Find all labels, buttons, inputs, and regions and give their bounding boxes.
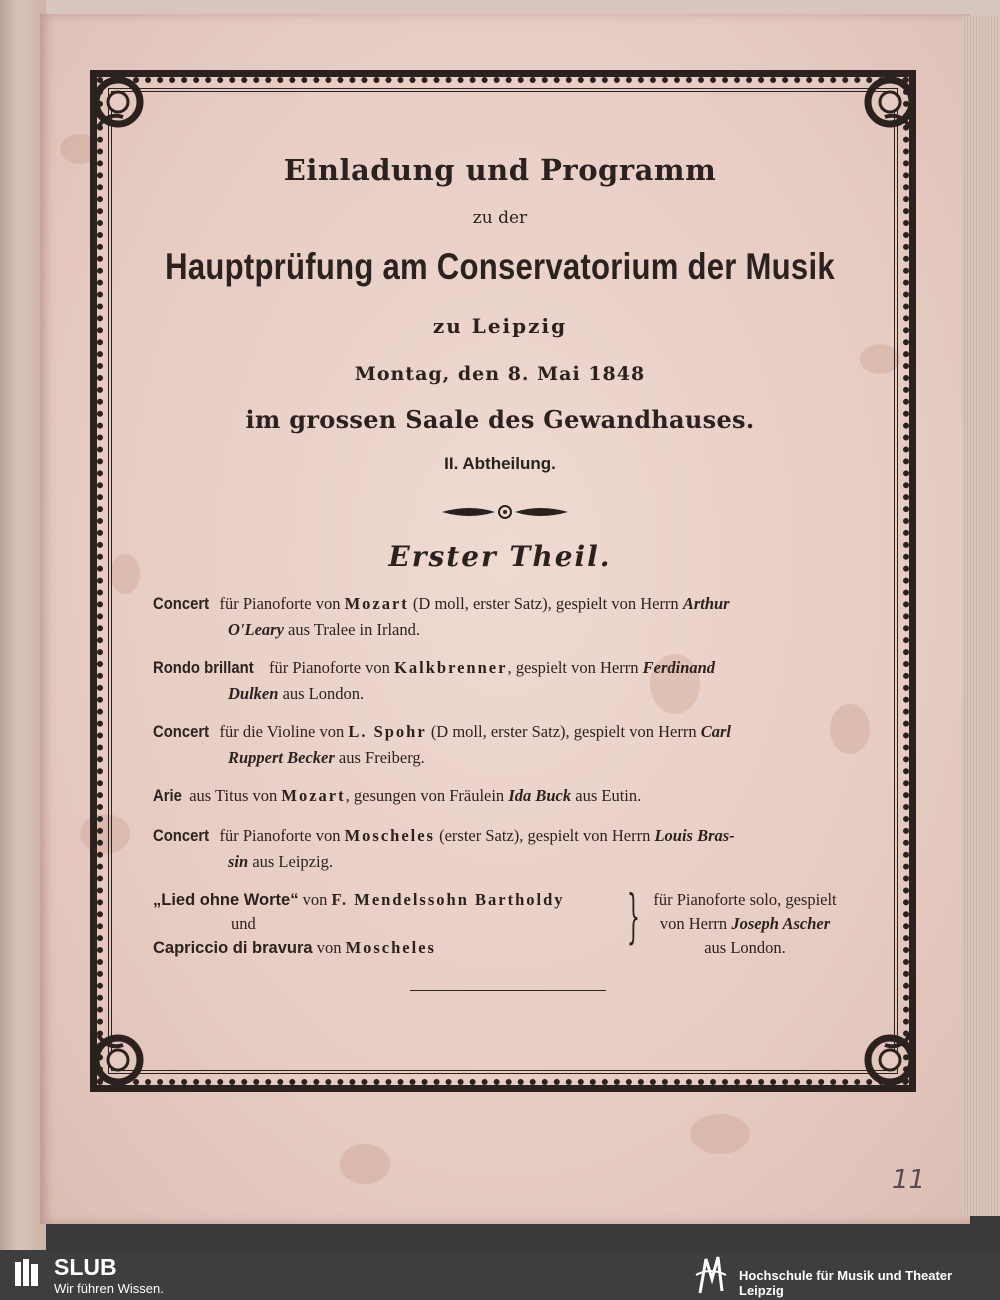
entry-text: von bbox=[298, 890, 332, 909]
main-title: Hauptprüfung am Conservatorium der Musik bbox=[165, 246, 835, 287]
institution-logo-icon[interactable] bbox=[692, 1253, 730, 1297]
library-name[interactable]: SLUB bbox=[54, 1254, 117, 1280]
corner-ornament-bottom-right bbox=[850, 1020, 920, 1090]
entry-text: für Pianoforte solo, gespielt bbox=[653, 890, 837, 909]
performer-name: Joseph Ascher bbox=[731, 914, 831, 933]
program-entry bbox=[153, 719, 863, 770]
library-tagline: Wir führen Wissen. bbox=[54, 1281, 164, 1296]
performer-name: Arthur bbox=[682, 594, 730, 613]
entry-text: (erster Satz), gespielt von Herrn bbox=[434, 826, 655, 845]
entry-kind: Concert bbox=[153, 595, 210, 613]
entry-text: von Herrn bbox=[659, 914, 732, 933]
entry-kind: Capriccio di bravura bbox=[153, 939, 313, 957]
final-entry-performer bbox=[630, 888, 860, 960]
intro-line: Einladung und Programm bbox=[283, 153, 717, 187]
performer-name: O'Leary bbox=[228, 620, 284, 639]
entry-text: für Pianoforte von bbox=[264, 658, 395, 677]
venue-line: im grossen Saale des Gewandhauses. bbox=[245, 405, 755, 434]
entry-text: , gespielt von Herrn bbox=[507, 658, 643, 677]
entry-text: für Pianoforte von bbox=[215, 826, 345, 845]
viewer-footer bbox=[0, 1250, 1000, 1300]
entry-kind: Arie bbox=[153, 787, 182, 805]
performer-name: Ferdinand bbox=[642, 658, 716, 677]
part-title: Erster Theil. bbox=[388, 540, 612, 573]
composer-name: L. Spohr bbox=[348, 722, 427, 741]
performer-name: Carl bbox=[700, 722, 731, 741]
program-entry bbox=[153, 591, 863, 642]
corner-ornament-bottom-left bbox=[88, 1020, 158, 1090]
entry-text: aus Tralee in Irland. bbox=[283, 620, 421, 639]
entry-text: aus Leipzig. bbox=[248, 852, 333, 871]
entry-text: und bbox=[231, 914, 256, 933]
slub-logo-icon[interactable] bbox=[14, 1258, 40, 1288]
date-line: Montag, den 8. Mai 1848 bbox=[354, 363, 646, 385]
composer-name: Moscheles bbox=[345, 938, 436, 957]
composer-name: Mozart bbox=[281, 786, 346, 805]
entry-text: von bbox=[312, 938, 346, 957]
entry-kind: Rondo brillant bbox=[153, 659, 254, 677]
folio-number: 11 bbox=[892, 1165, 926, 1195]
entry-text: für Pianoforte von bbox=[215, 594, 345, 613]
composer-name: Mozart bbox=[344, 594, 409, 613]
zu-der-line: zu der bbox=[472, 208, 528, 228]
institution-name[interactable]: Hochschule für Musik und Theater Leipzig bbox=[739, 1268, 953, 1298]
entry-text: aus Freiberg. bbox=[334, 748, 425, 767]
entry-text: für die Violine von bbox=[215, 722, 349, 741]
program-entry bbox=[153, 823, 863, 874]
entry-kind: Concert bbox=[153, 723, 210, 741]
performer-name: Ida Buck bbox=[508, 786, 572, 805]
program-entry bbox=[153, 783, 863, 809]
page-stack-edge bbox=[962, 16, 1000, 1216]
composer-name: Kalkbrenner bbox=[394, 658, 508, 677]
composer-name: Moscheles bbox=[344, 826, 435, 845]
divider-ornament bbox=[440, 502, 570, 522]
performer-name: Ruppert Becker bbox=[228, 748, 335, 767]
entry-kind: Concert bbox=[153, 827, 210, 845]
corner-ornament-top-right bbox=[850, 72, 920, 142]
entry-text: (D moll, erster Satz), gespielt von Herrn bbox=[426, 722, 701, 741]
end-rule bbox=[410, 990, 606, 991]
corner-ornament-top-left bbox=[88, 72, 158, 142]
final-entry-works bbox=[153, 888, 623, 960]
brace-glyph: } bbox=[626, 882, 640, 950]
performer-name: Dulken bbox=[228, 684, 279, 703]
entry-text: aus London. bbox=[278, 684, 365, 703]
entry-text: (D moll, erster Satz), gespielt von Herrn bbox=[408, 594, 683, 613]
entry-text: aus London. bbox=[704, 938, 786, 957]
performer-name: Louis Bras- bbox=[654, 826, 735, 845]
division-heading: II. Abtheilung. bbox=[444, 454, 556, 473]
performer-name: sin bbox=[228, 852, 249, 871]
entry-text: aus Titus von bbox=[185, 786, 282, 805]
location-line: zu Leipzig bbox=[432, 314, 568, 338]
entry-text: aus Eutin. bbox=[571, 786, 642, 805]
entry-kind: „Lied ohne Worte“ bbox=[153, 891, 299, 909]
program-entry bbox=[153, 655, 863, 706]
composer-name: F. Mendelssohn Bartholdy bbox=[331, 890, 565, 909]
entry-text: , gesungen von Fräulein bbox=[345, 786, 509, 805]
